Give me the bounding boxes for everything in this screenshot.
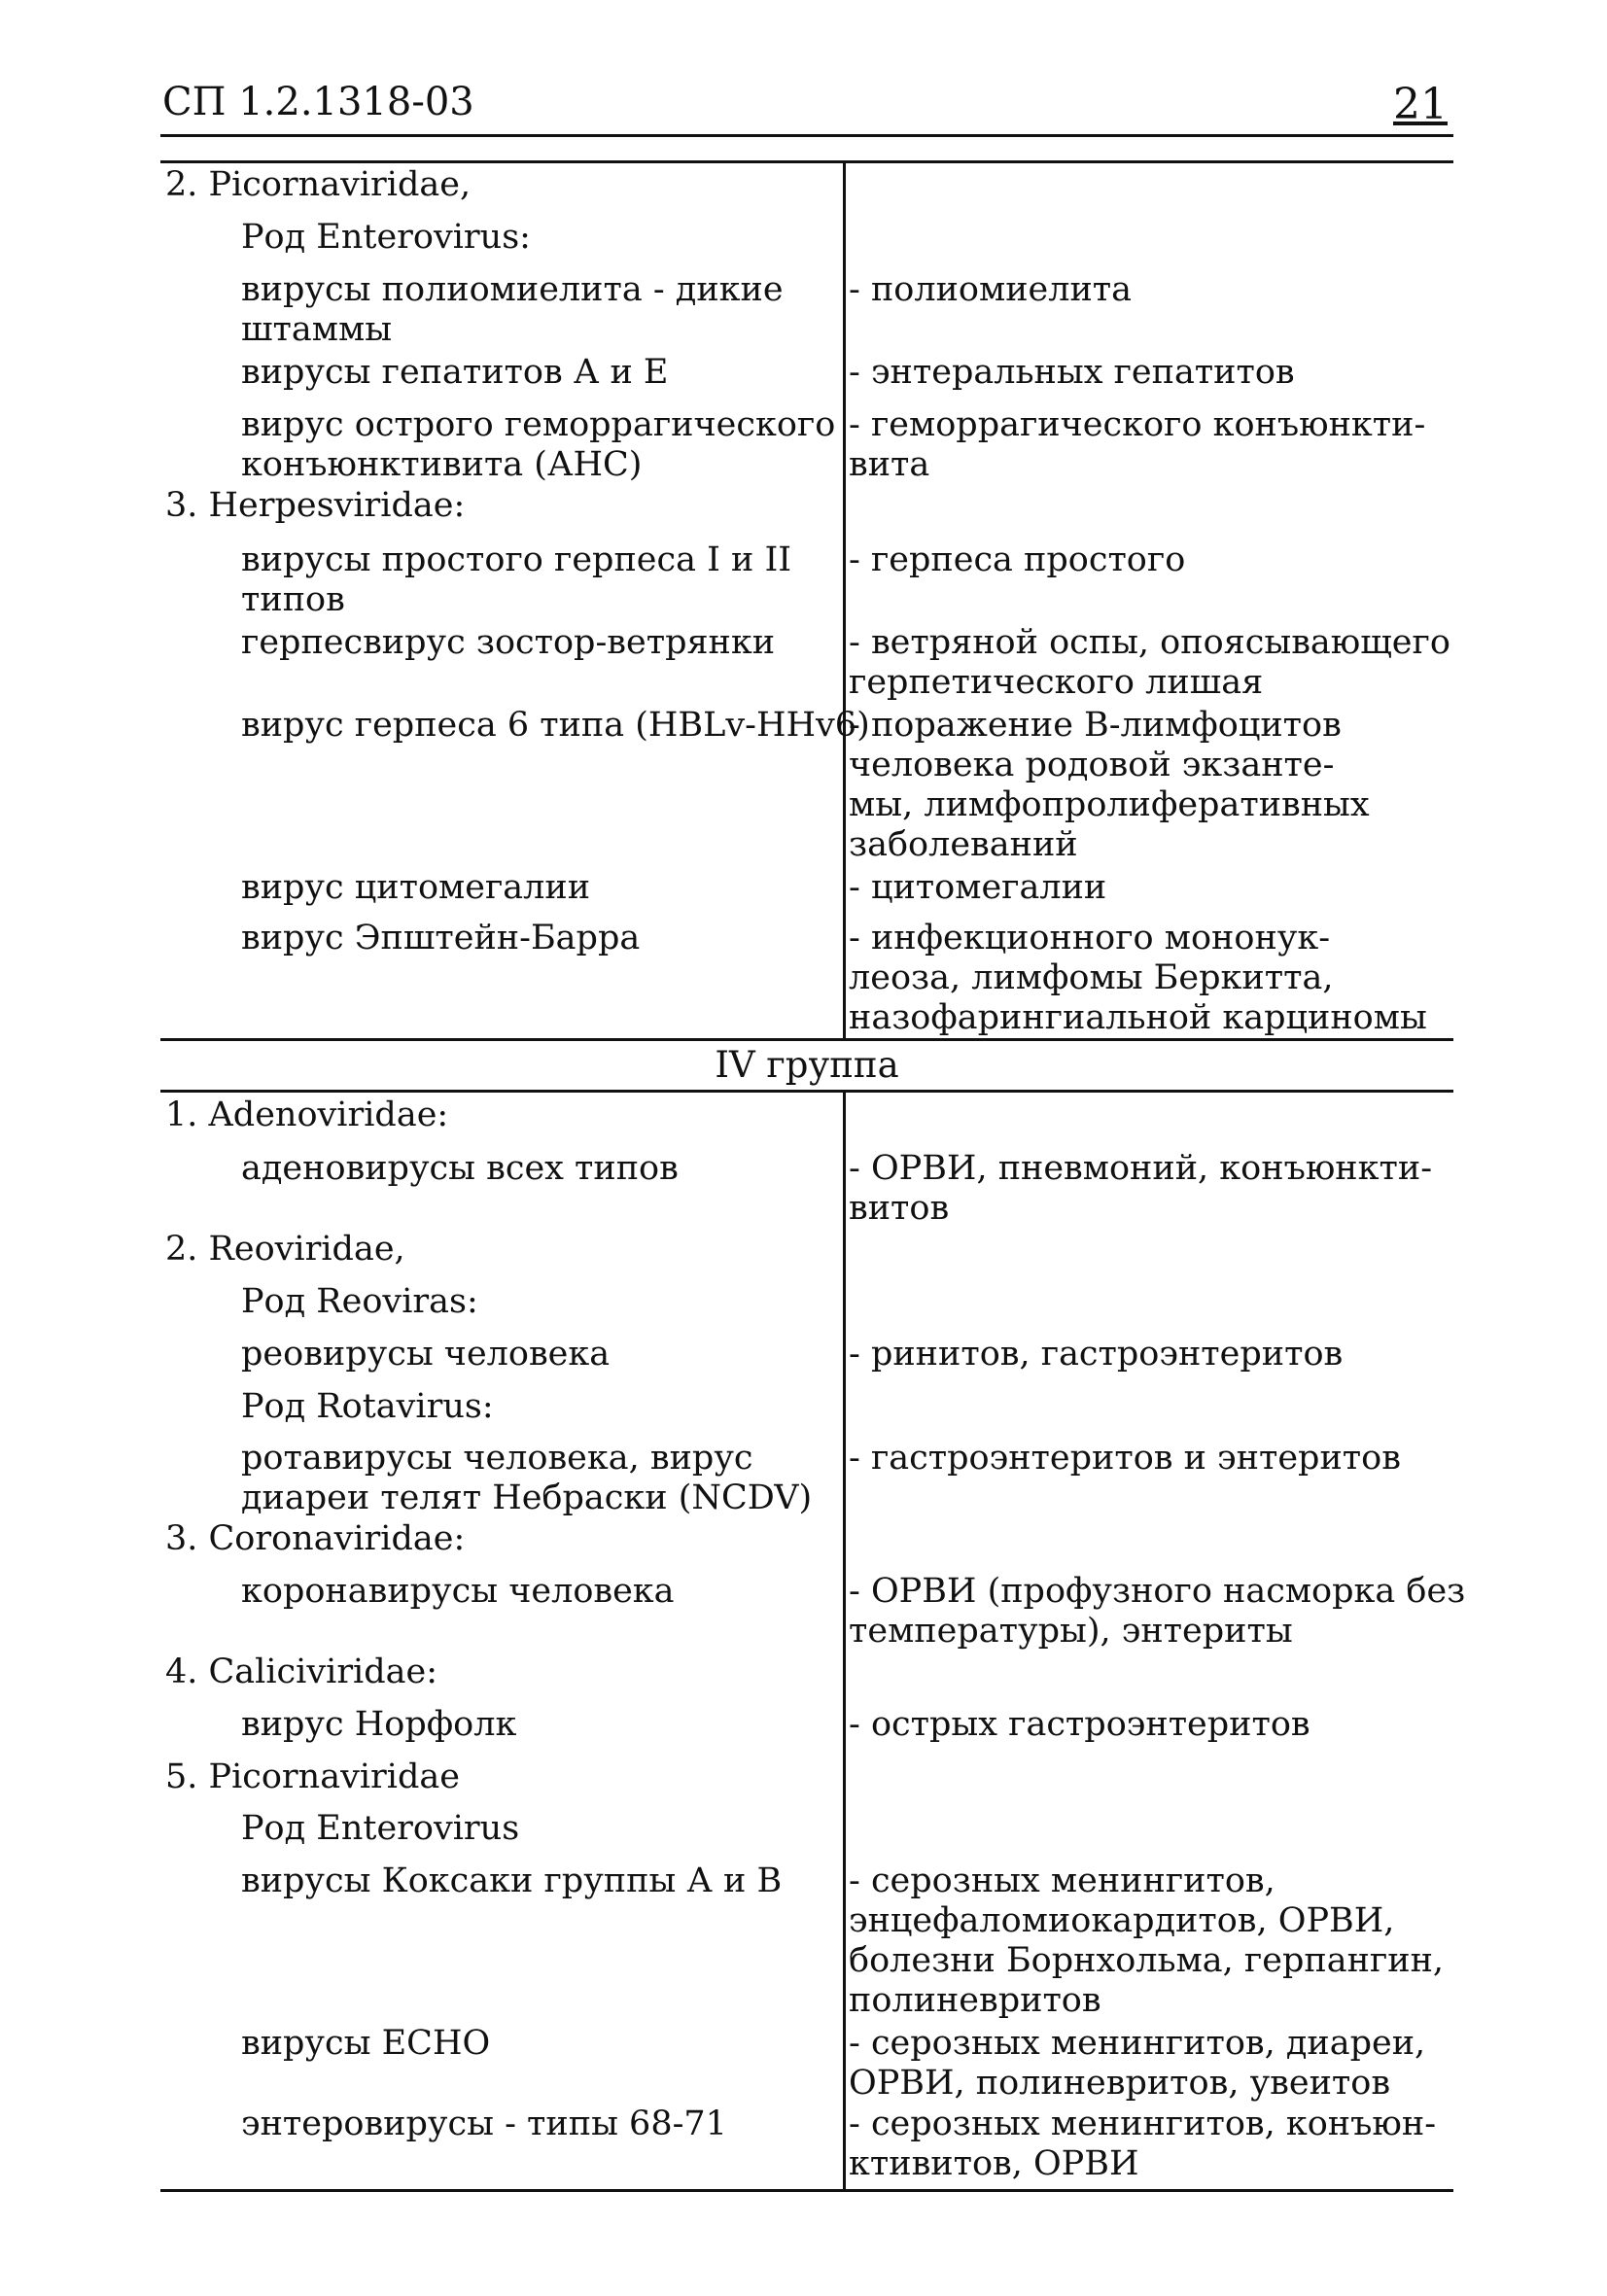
genus-rotavirus: Род Rotavirus: [241, 1387, 494, 1426]
disease-ahc: - геморрагического конъюнкти- вита [849, 405, 1426, 484]
document-code: СП 1.2.1318-03 [162, 80, 474, 124]
disease-adeno: - ОРВИ, пневмоний, конъюнкти- витов [849, 1149, 1433, 1228]
table-bottom-rule [160, 2189, 1453, 2192]
group-title: IV группа [715, 1044, 899, 1086]
virus-cmv: вирус цитомегалии [241, 868, 591, 907]
disease-hsv: - герпеса простого [849, 540, 1186, 579]
family-coronaviridae: 3. Coronaviridae: [165, 1519, 466, 1558]
virus-rota: ротавирусы человека, вирус диареи телят Небраски (NCDV) [241, 1439, 813, 1517]
virus-ebv: вирус Эпштейн-Барра [241, 919, 641, 957]
genus-reoviras: Род Reoviras: [241, 1282, 478, 1321]
virus-ahc: вирус острого геморрагического конъюнктивита (АНС) [241, 405, 836, 484]
virus-adeno: аденовирусы всех типов [241, 1149, 679, 1188]
disease-ebv: - инфекционного мононук- леоза, лимфомы Беркитта, назофарингиальной карциномы [849, 919, 1427, 1037]
disease-reo: - ринитов, гастроэнтеритов [849, 1335, 1344, 1374]
column-divider-1 [843, 163, 846, 1039]
genus-enterovirus: Род Enterovirus: [241, 218, 531, 257]
virus-vzv: герпесвирус зостор-ветрянки [241, 623, 776, 662]
disease-coxsackie: - серозных менингитов, энцефаломиокардитов, ОРВИ, болезни Борнхольма, герпангин, полиневритов [849, 1861, 1445, 2020]
virus-echo: вирусы ЕСНО [241, 2024, 491, 2063]
family-reoviridae: 2. Reoviridae, [165, 1230, 405, 1269]
disease-hepatitis: - энтеральных гепатитов [849, 353, 1295, 392]
disease-corona: - ОРВИ (профузного насморка без температуры), энтериты [849, 1572, 1466, 1651]
virus-reo: реовирусы человека [241, 1335, 611, 1374]
page-number: 21 [1393, 80, 1448, 129]
column-divider-2 [843, 1093, 846, 2191]
family-herpesviridae: 3. Herpesviridae: [165, 486, 466, 525]
virus-hhv6: вирус герпеса 6 типа (HBLv-HHv6) [241, 706, 870, 745]
virus-coxsackie: вирусы Коксаки группы А и В [241, 1861, 783, 1900]
virus-corona: коронавирусы человека [241, 1572, 675, 1611]
disease-echo: - серозных менингитов, диареи, ОРВИ, полиневритов, увеитов [849, 2024, 1426, 2103]
virus-hsv: вирусы простого герпеса I и II типов [241, 540, 792, 619]
disease-vzv: - ветряной оспы, опоясывающего герпетического лишая [849, 623, 1450, 702]
family-caliciviridae: 4. Caliciviridae: [165, 1652, 438, 1691]
virus-polio: вирусы полиомиелита - дикие штаммы [241, 270, 784, 349]
disease-norfolk: - острых гастроэнтеритов [849, 1705, 1310, 1744]
family-adenoviridae: 1. Adenoviridae: [165, 1096, 449, 1134]
disease-hhv6: - поражение В-лимфоцитов человека родовой экзанте- мы, лимфопролиферативных заболеваний [849, 706, 1370, 864]
disease-enterovirus-68-71: - серозных менингитов, конъюн- ктивитов, ОРВИ [849, 2105, 1437, 2183]
genus-enterovirus-2: Род Enterovirus [241, 1809, 520, 1848]
page-header [160, 76, 1453, 137]
virus-hepatitis: вирусы гепатитов А и Е [241, 353, 669, 392]
table-top-rule [160, 160, 1453, 163]
section-divider-top [160, 1038, 1453, 1041]
family-picornaviridae: 2. Picornaviridae, [165, 165, 472, 204]
virus-enterovirus-68-71: энтеровирусы - типы 68-71 [241, 2105, 727, 2143]
virus-norfolk: вирус Норфолк [241, 1705, 517, 1744]
disease-cmv: - цитомегалии [849, 868, 1107, 907]
disease-polio: - полиомиелита [849, 270, 1133, 309]
family-picornaviridae-2: 5. Picornaviridae [165, 1757, 460, 1796]
disease-rota: - гастроэнтеритов и энтеритов [849, 1439, 1401, 1478]
section-divider-bottom [160, 1090, 1453, 1093]
